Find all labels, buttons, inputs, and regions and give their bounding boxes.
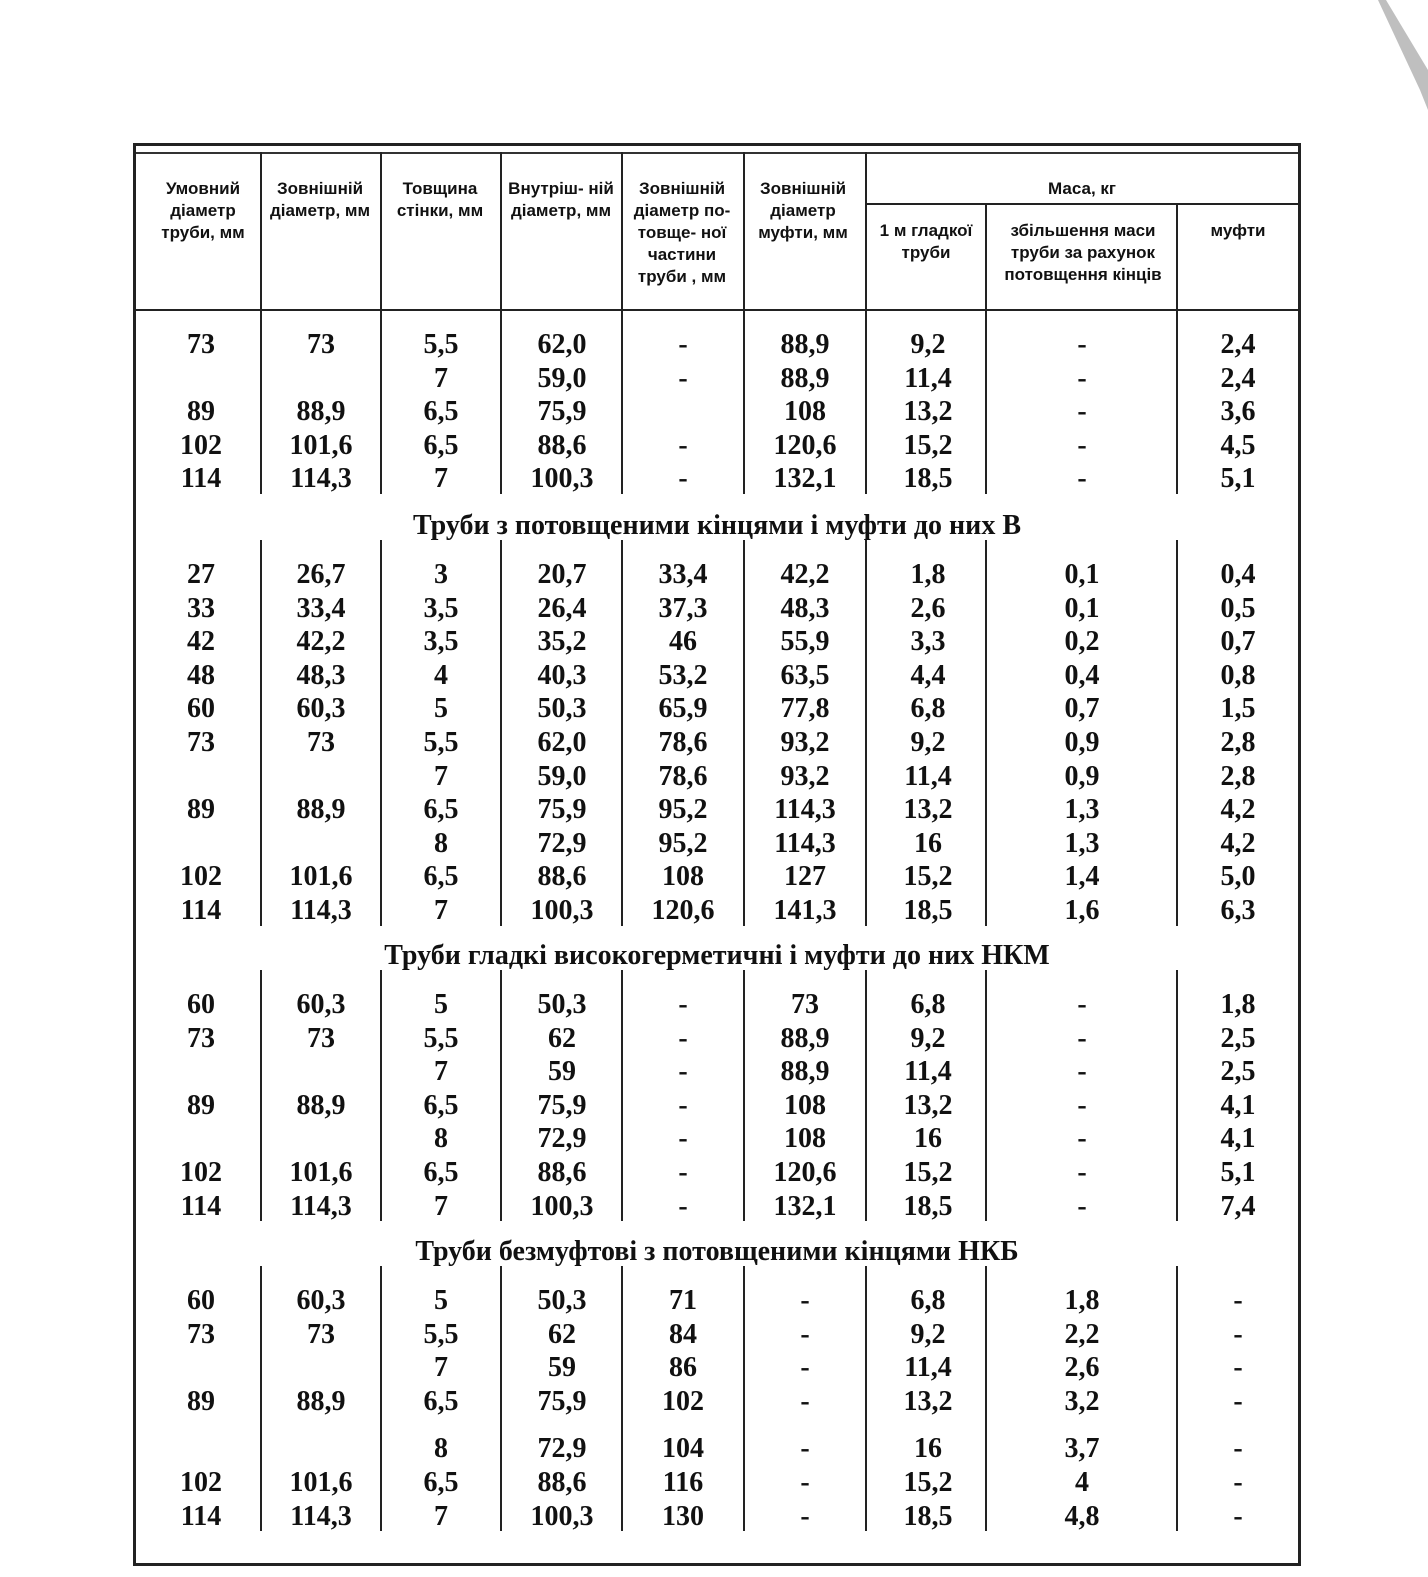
table-cell: 101,6 <box>289 1157 353 1188</box>
table-cell: - <box>1077 429 1087 461</box>
table-cell: 48,3 <box>780 592 830 624</box>
table-cell: 89 <box>187 1089 215 1121</box>
table-cell: 6,5 <box>423 1467 459 1498</box>
table-cell: 75,9 <box>537 396 587 428</box>
table-cell: 130 <box>662 1500 704 1532</box>
table-cell: 73 <box>187 727 215 758</box>
table-cell: - <box>678 429 688 461</box>
table-cell: 27 <box>187 559 215 590</box>
table-cell: - <box>1233 1318 1243 1350</box>
table-cell: 114,3 <box>774 794 836 826</box>
table-cell: - <box>800 1467 810 1498</box>
table-cell: - <box>678 1123 688 1155</box>
table-cell: 15,2 <box>903 1157 953 1188</box>
table-cell: 0,4 <box>1220 559 1256 590</box>
table-cell: 5,5 <box>423 329 459 360</box>
table-cell: 0,7 <box>1064 693 1100 725</box>
table-cell: - <box>1077 329 1087 360</box>
table-cell: - <box>1077 1157 1087 1188</box>
table-cell: 2,5 <box>1220 1022 1256 1054</box>
table-cell: 59 <box>548 1352 576 1384</box>
table-cell: 73 <box>791 989 819 1020</box>
table-cell: 6,8 <box>910 693 946 725</box>
table-cell: 3,5 <box>423 626 459 658</box>
table-cell: 8 <box>434 1433 448 1465</box>
table-cell: 8 <box>434 827 448 859</box>
table-cell: 73 <box>307 727 335 758</box>
table-cell: 108 <box>662 861 704 893</box>
header-column-rule <box>743 152 745 309</box>
table-cell: 5,0 <box>1220 861 1256 893</box>
table-cell: 4,1 <box>1220 1089 1256 1121</box>
table-cell: 60 <box>187 989 215 1020</box>
header-mass-group: Маса, кг <box>1048 179 1116 198</box>
table-cell: - <box>678 1056 688 1088</box>
table-cell: - <box>1077 989 1087 1020</box>
table-cell: - <box>678 1089 688 1121</box>
table-cell: 33,4 <box>296 592 346 624</box>
table-cell: 0,4 <box>1064 659 1100 691</box>
header-bottom-rule <box>136 309 1298 311</box>
table-cell: 9,2 <box>910 727 946 758</box>
header-mass-increase: збільшення маси труби за рахунок потовщення кінців <box>1004 221 1162 284</box>
table-cell: 3,6 <box>1220 396 1256 428</box>
table-cell: 7 <box>434 463 448 495</box>
table-cell: 100,3 <box>530 895 594 926</box>
section-column-rule <box>865 310 867 494</box>
table-cell: 7 <box>434 362 448 394</box>
table-cell: 114,3 <box>290 895 352 926</box>
table-cell: - <box>800 1385 810 1417</box>
table-cell: 0,1 <box>1064 592 1100 624</box>
table-cell: 5,5 <box>423 727 459 758</box>
table-cell: 0,8 <box>1220 659 1256 691</box>
table-cell: 100,3 <box>530 463 594 495</box>
table-cell: 72,9 <box>537 1123 587 1155</box>
table-cell: 42 <box>187 626 215 658</box>
table-cell: 102 <box>180 429 222 461</box>
section-title: Труби гладкі високогерметичні і муфти до них НКМ <box>384 940 1050 971</box>
table-cell: 108 <box>784 1123 826 1155</box>
table-cell: 88,9 <box>780 362 830 394</box>
table-cell: 6,5 <box>423 861 459 893</box>
table-cell: 108 <box>784 1089 826 1121</box>
header-inner-diameter: Внутріш- ній діаметр, мм <box>508 179 614 220</box>
table-cell: 50,3 <box>537 1285 587 1316</box>
table-cell: 40,3 <box>537 659 587 691</box>
header-column-rule <box>260 152 262 309</box>
table-cell: - <box>800 1433 810 1465</box>
table-cell: 6,8 <box>910 1285 946 1316</box>
table-cell: 1,4 <box>1064 861 1100 893</box>
table-cell: 15,2 <box>903 429 953 461</box>
table-cell: - <box>1233 1467 1243 1498</box>
table-cell: 120,6 <box>651 895 715 926</box>
table-cell: 13,2 <box>903 794 953 826</box>
header-upset-diameter: Зовнішній діаметр по- товще- ної частини труби , мм <box>633 179 731 286</box>
table-cell: 15,2 <box>903 861 953 893</box>
table-cell: 101,6 <box>289 1467 353 1498</box>
table-cell: 114,3 <box>774 827 836 859</box>
table-cell: 1,6 <box>1064 895 1100 926</box>
table-cell: 48 <box>187 659 215 691</box>
table-cell: 4,8 <box>1064 1500 1100 1532</box>
table-cell: 3 <box>434 559 448 590</box>
table-cell: 8 <box>434 1123 448 1155</box>
table-cell: 5,1 <box>1220 463 1256 495</box>
table-cell: 7 <box>434 1500 448 1532</box>
header-column-rule <box>985 205 987 309</box>
table-cell: 88,6 <box>537 861 587 893</box>
table-cell: 20,7 <box>537 559 587 590</box>
table-cell: 62,0 <box>537 727 587 758</box>
table-cell: 1,5 <box>1220 693 1256 725</box>
section-column-rule <box>865 1266 867 1531</box>
table-cell: - <box>1233 1285 1243 1316</box>
table-cell: 9,2 <box>910 329 946 360</box>
scan-edge-mark <box>1368 0 1428 110</box>
table-cell: 100,3 <box>530 1500 594 1532</box>
table-cell: 114 <box>180 1500 222 1532</box>
table-cell: 16 <box>914 827 942 859</box>
table-cell: 4,5 <box>1220 429 1256 461</box>
table-cell: 2,4 <box>1220 329 1256 360</box>
table-cell: 116 <box>662 1467 704 1498</box>
table-cell: 6,5 <box>423 1157 459 1188</box>
table-cell: 0,7 <box>1220 626 1256 658</box>
table-cell: 4 <box>1075 1467 1089 1498</box>
table-cell: - <box>1233 1500 1243 1532</box>
table-cell: 77,8 <box>780 693 830 725</box>
table-cell: 84 <box>669 1318 697 1350</box>
table-cell: 60,3 <box>296 1285 346 1316</box>
table-cell: 6,5 <box>423 1089 459 1121</box>
table-cell: 95,2 <box>658 827 708 859</box>
table-cell: 93,2 <box>780 760 830 792</box>
header-wall-thickness: Товщина стінки, мм <box>396 179 484 220</box>
table-cell: 72,9 <box>537 1433 587 1465</box>
table-cell: 37,3 <box>658 592 708 624</box>
table-cell: 60 <box>187 1285 215 1316</box>
table-cell: 88,6 <box>537 1157 587 1188</box>
table-cell: 5 <box>434 1285 448 1316</box>
table-cell: 71 <box>669 1285 697 1316</box>
table-cell: - <box>1077 1123 1087 1155</box>
table-cell: 95,2 <box>658 794 708 826</box>
table-cell: 59 <box>548 1056 576 1088</box>
table-cell: 18,5 <box>903 463 953 495</box>
table-cell: 102 <box>180 1467 222 1498</box>
table-cell: 4,2 <box>1220 794 1256 826</box>
table-cell: 46 <box>669 626 697 658</box>
table-cell: 1,3 <box>1064 794 1100 826</box>
table-cell: 4,4 <box>910 659 946 691</box>
header-column-rule <box>865 152 867 309</box>
table-cell: 33 <box>187 592 215 624</box>
table-cell: 102 <box>180 861 222 893</box>
table-cell: 100,3 <box>530 1190 594 1222</box>
table-cell: 1,8 <box>910 559 946 590</box>
table-cell: 7 <box>434 1056 448 1088</box>
table-cell: 120,6 <box>773 429 837 461</box>
table-cell: 62 <box>548 1318 576 1350</box>
table-cell: - <box>1233 1385 1243 1417</box>
table-cell: 114,3 <box>290 463 352 495</box>
table-cell: 72,9 <box>537 827 587 859</box>
header-mass-coupling: муфти <box>1210 221 1266 240</box>
table-cell: - <box>800 1500 810 1532</box>
table-cell: 132,1 <box>773 463 837 495</box>
table-cell: 78,6 <box>658 727 708 758</box>
table-cell: 132,1 <box>773 1190 837 1222</box>
table-cell: 9,2 <box>910 1318 946 1350</box>
table-cell: 73 <box>187 1318 215 1350</box>
table-cell: 73 <box>187 1022 215 1054</box>
table-cell: 88,9 <box>296 1385 346 1417</box>
table-cell: 60,3 <box>296 693 346 725</box>
table-cell: 35,2 <box>537 626 587 658</box>
table-cell: 15,2 <box>903 1467 953 1498</box>
table-cell: 16 <box>914 1123 942 1155</box>
table-cell: 5 <box>434 989 448 1020</box>
table-cell: 18,5 <box>903 895 953 926</box>
table-cell: 13,2 <box>903 396 953 428</box>
table-cell: 3,5 <box>423 592 459 624</box>
table-cell: 5,1 <box>1220 1157 1256 1188</box>
table-cell: 1,8 <box>1064 1285 1100 1316</box>
table-cell: 2,8 <box>1220 727 1256 758</box>
table-cell: 3,3 <box>910 626 946 658</box>
table-cell: 16 <box>914 1433 942 1465</box>
table-cell: 48,3 <box>296 659 346 691</box>
table-cell: 26,7 <box>296 559 346 590</box>
table-cell: 7 <box>434 1352 448 1384</box>
table-cell: 78,6 <box>658 760 708 792</box>
table-cell: 11,4 <box>904 760 952 792</box>
table-cell: - <box>1233 1433 1243 1465</box>
table-cell: 73 <box>187 329 215 360</box>
table-cell: 6,3 <box>1220 895 1256 926</box>
table-cell: 0,5 <box>1220 592 1256 624</box>
table-cell: 4,1 <box>1220 1123 1256 1155</box>
table-cell: 18,5 <box>903 1190 953 1222</box>
table-cell: 114 <box>180 1190 222 1222</box>
table-cell: 114,3 <box>290 1500 352 1532</box>
table-cell: 60,3 <box>296 989 346 1020</box>
table-cell: 11,4 <box>904 1352 952 1384</box>
table-cell: 62,0 <box>537 329 587 360</box>
table-cell: 18,5 <box>903 1500 953 1532</box>
table-cell: 101,6 <box>289 861 353 893</box>
table-cell: - <box>1077 463 1087 495</box>
table-cell: 88,9 <box>780 1056 830 1088</box>
table-cell: 0,9 <box>1064 760 1100 792</box>
table-cell: 114 <box>180 463 222 495</box>
table-cell: 6,5 <box>423 794 459 826</box>
table-cell: 3,2 <box>1064 1385 1100 1417</box>
table-cell: 2,5 <box>1220 1056 1256 1088</box>
table-cell: 7 <box>434 895 448 926</box>
table-cell: 60 <box>187 693 215 725</box>
header-column-rule <box>380 152 382 309</box>
table-cell: 4 <box>434 659 448 691</box>
table-cell: - <box>678 1157 688 1188</box>
table-cell: - <box>1077 362 1087 394</box>
table-cell: - <box>1077 396 1087 428</box>
table-cell: - <box>1233 1352 1243 1384</box>
table-cell: 0,1 <box>1064 559 1100 590</box>
table-cell: 73 <box>307 1318 335 1350</box>
table-cell: 88,9 <box>296 1089 346 1121</box>
table-cell: 88,6 <box>537 1467 587 1498</box>
table-cell: 120,6 <box>773 1157 837 1188</box>
table-cell: 50,3 <box>537 693 587 725</box>
table-cell: 102 <box>662 1385 704 1417</box>
table-cell: - <box>678 329 688 360</box>
section-title: Труби з потовщеними кінцями і муфти до них В <box>413 510 1021 541</box>
table-cell: - <box>678 1190 688 1222</box>
table-cell: 7,4 <box>1220 1190 1256 1222</box>
table-cell: 101,6 <box>289 429 353 461</box>
table-cell: - <box>800 1285 810 1316</box>
table-cell: 127 <box>784 861 826 893</box>
header-outer-diameter: Зовнішній діаметр, мм <box>269 179 371 220</box>
table-cell: 5 <box>434 693 448 725</box>
table-cell: 1,8 <box>1220 989 1256 1020</box>
table-cell: 6,5 <box>423 396 459 428</box>
table-cell: 42,2 <box>780 559 830 590</box>
table-cell: 0,9 <box>1064 727 1100 758</box>
table-cell: 9,2 <box>910 1022 946 1054</box>
table-cell: 114,3 <box>290 1190 352 1222</box>
table-cell: 102 <box>180 1157 222 1188</box>
table-cell: 75,9 <box>537 1385 587 1417</box>
table-cell: 88,9 <box>780 329 830 360</box>
table-cell: 2,6 <box>910 592 946 624</box>
header-column-rule <box>500 152 502 309</box>
table-cell: 11,4 <box>904 1056 952 1088</box>
table-cell: 4,2 <box>1220 827 1256 859</box>
table-cell: - <box>1077 1089 1087 1121</box>
table-cell: 2,6 <box>1064 1352 1100 1384</box>
table-cell: 7 <box>434 760 448 792</box>
table-cell: 5,5 <box>423 1318 459 1350</box>
table-cell: - <box>1077 1022 1087 1054</box>
table-cell: 33,4 <box>658 559 708 590</box>
table-cell: 7 <box>434 1190 448 1222</box>
section-title: Труби безмуфтові з потовщеними кінцями НКБ <box>415 1236 1019 1267</box>
table-cell: 93,2 <box>780 727 830 758</box>
table-cell: - <box>678 1022 688 1054</box>
table-cell: 6,8 <box>910 989 946 1020</box>
header-column-rule <box>621 152 623 309</box>
table-cell: 5,5 <box>423 1022 459 1054</box>
table-cell: 73 <box>307 1022 335 1054</box>
table-cell: 114 <box>180 895 222 926</box>
table-cell: 1,3 <box>1064 827 1100 859</box>
table-cell: 73 <box>307 329 335 360</box>
table-cell: 62 <box>548 1022 576 1054</box>
table-cell: - <box>678 463 688 495</box>
table-cell: 141,3 <box>773 895 837 926</box>
table-cell: 6,5 <box>423 429 459 461</box>
table-cell: 59,0 <box>537 362 587 394</box>
section-column-rule <box>865 540 867 926</box>
table-cell: 89 <box>187 396 215 428</box>
table-cell: 13,2 <box>903 1089 953 1121</box>
table-cell: 26,4 <box>537 592 587 624</box>
table-cell: 42,2 <box>296 626 346 658</box>
table-cell: 88,9 <box>296 794 346 826</box>
table-cell: 2,4 <box>1220 362 1256 394</box>
table-cell: 75,9 <box>537 794 587 826</box>
table-cell: - <box>800 1352 810 1384</box>
table-cell: - <box>1077 1190 1087 1222</box>
table-cell: 50,3 <box>537 989 587 1020</box>
table-cell: 88,6 <box>537 429 587 461</box>
table-cell: 104 <box>662 1433 704 1465</box>
section-column-rule <box>865 970 867 1221</box>
table-cell: 89 <box>187 1385 215 1417</box>
header-column-rule <box>1176 205 1178 309</box>
table-cell: 59,0 <box>537 760 587 792</box>
table-cell: 53,2 <box>658 659 708 691</box>
header-coupling-diameter: Зовнішній діаметр муфти, мм <box>758 179 848 242</box>
table-cell: - <box>1077 1056 1087 1088</box>
table-cell: 55,9 <box>780 626 830 658</box>
table-cell: 89 <box>187 794 215 826</box>
table-cell: 88,9 <box>780 1022 830 1054</box>
table-cell: 88,9 <box>296 396 346 428</box>
header-nominal-diameter: Умовний діаметр труби, мм <box>161 179 245 242</box>
table-cell: - <box>678 362 688 394</box>
table-cell: - <box>800 1318 810 1350</box>
header-mass-rule <box>865 203 1298 205</box>
table-cell: 86 <box>669 1352 697 1384</box>
table-cell: 108 <box>784 396 826 428</box>
table-cell: 13,2 <box>903 1385 953 1417</box>
table-cell: - <box>678 989 688 1020</box>
table-cell: 3,7 <box>1064 1433 1100 1465</box>
table-cell: 2,8 <box>1220 760 1256 792</box>
table-cell: 11,4 <box>904 362 952 394</box>
header-mass-pipe: 1 м гладкої труби <box>879 221 973 262</box>
table-cell: 6,5 <box>423 1385 459 1417</box>
table-cell: 65,9 <box>658 693 708 725</box>
table-cell: 0,2 <box>1064 626 1100 658</box>
table-cell: 75,9 <box>537 1089 587 1121</box>
table-cell: 2,2 <box>1064 1318 1100 1350</box>
table-cell: 63,5 <box>780 659 830 691</box>
